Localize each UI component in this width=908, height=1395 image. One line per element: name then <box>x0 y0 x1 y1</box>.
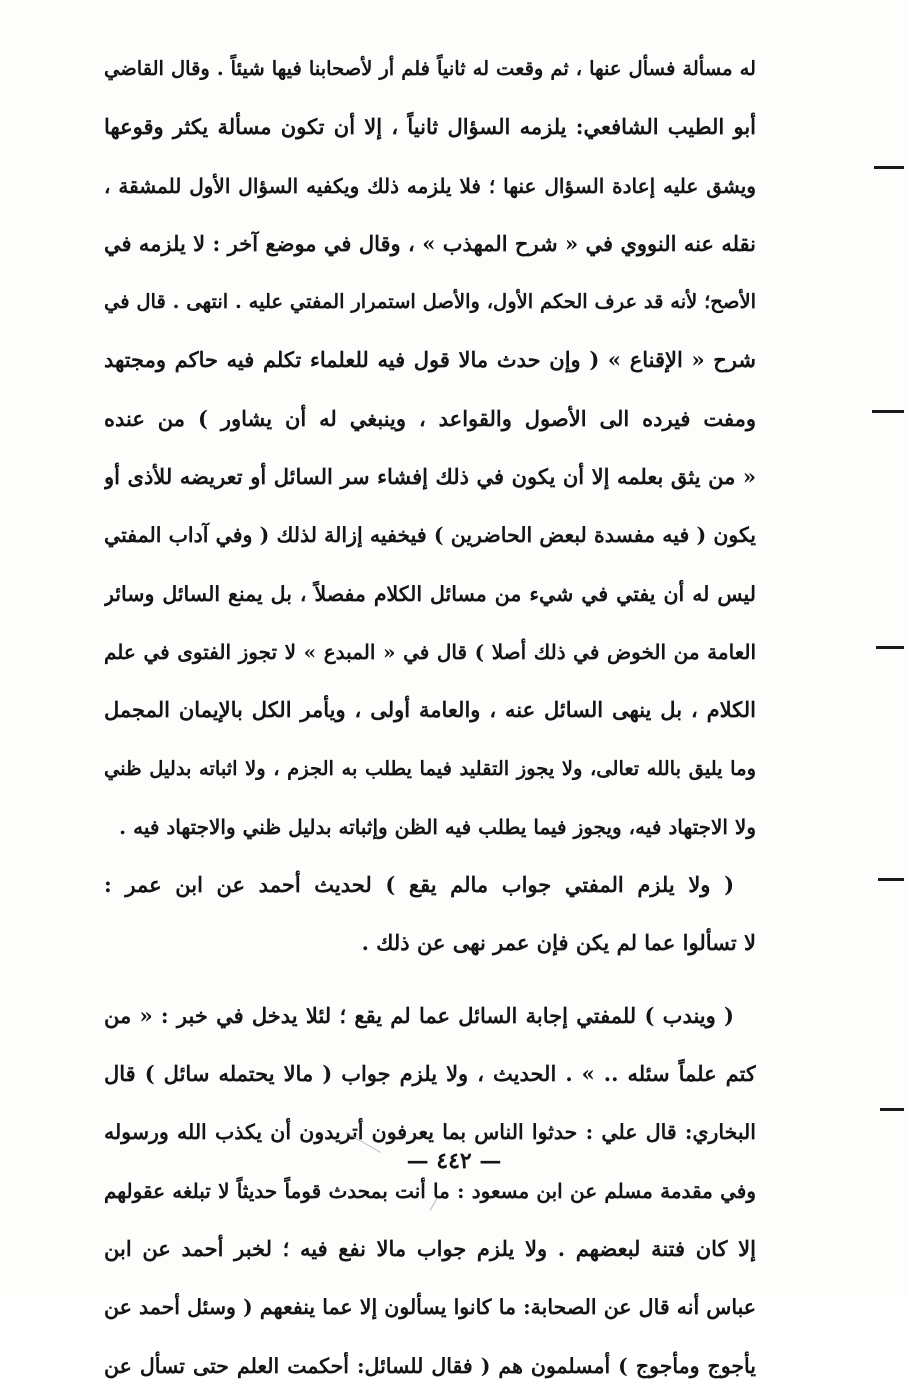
text-line: الكلام ، بل ينهى السائل عنه ، والعامة أولى ، ويأمر الكل بالإيمان المجمل <box>104 697 756 723</box>
text-line: لا تسألوا عما لم يكن فإن عمر نهى عن ذلك . <box>361 930 756 956</box>
text-line: العامة من الخوض في ذلك أصلا ) قال في « المبدع » لا تجوز الفتوى في علم <box>104 639 756 664</box>
text-line: عباس أنه قال عن الصحابة: ما كانوا يسألون إلا عما ينفعهم ( وسئل أحمد عن <box>104 1295 756 1320</box>
text-line: ولا الاجتهاد فيه، ويجوز فيما يطلب فيه الظن وإثباته بدليل ظني والاجتهاد فيه . <box>119 814 756 839</box>
margin-mark <box>872 410 904 413</box>
margin-mark <box>874 166 904 169</box>
text-line: « من يثق بعلمه إلا أن يكون في ذلك إفشاء سر السائل أو تعريضه للأذى أو <box>104 464 756 490</box>
text-line: يأجوج ومأجوج ) أمسلمون هم ( فقال للسائل: أحكمت العلم حتى تسأل عن <box>104 1353 756 1378</box>
text-line: شرح « الإقناع » ( وإن حدث مالا قول فيه للعلماء تكلم فيه حاكم ومجتهد <box>104 347 756 373</box>
text-line: ومفت فيرده الى الأصول والقواعد ، وينبغي له أن يشاور ) من عنده <box>104 405 756 431</box>
paragraph-gap <box>104 973 756 987</box>
text-line: البخاري: قال علي : حدثوا الناس بما يعرفون أتريدون أن يكذب الله ورسوله <box>104 1120 756 1145</box>
text-line: يكون ( فيه مفسدة لبعض الحاضرين ) فيخفيه إزالة لذلك ( وفي آداب المفتي <box>104 523 756 548</box>
text-line: ليس له أن يفتي في شيء من مسائل الكلام مفصلاً ، بل يمنع السائل وسائر <box>104 581 756 606</box>
text-line: وفي مقدمة مسلم عن ابن مسعود : ما أنت بمحدث قوماً حديثاً لا تبلغه عقولهم <box>104 1178 756 1203</box>
text-line: له مسألة فسأل عنها ، ثم وقعت له ثانياً فلم أر لأصحابنا فيها شيئاً . وقال القاضي <box>104 57 756 80</box>
margin-mark <box>880 1108 904 1111</box>
text-line: ( ولا يلزم المفتي جواب مالم يقع ) لحديث أحمد عن ابن عمر : <box>104 872 734 898</box>
text-line: أبو الطيب الشافعي: يلزمه السؤال ثانياً ، إلا أن تكون مسألة يكثر وقوعها <box>104 114 756 140</box>
page-body-text <box>104 40 756 1395</box>
page-number: — ٤٤٢ — <box>406 1148 502 1174</box>
text-line: ويشق عليه إعادة السؤال عنها ؛ فلا يلزمه ذلك ويكفيه السؤال الأول للمشقة ، <box>104 173 756 198</box>
text-line: وما يليق بالله تعالى، ولا يجوز التقليد فيما يطلب به الجزم ، ولا اثباته بدليل ظني <box>104 756 756 780</box>
margin-mark <box>878 878 904 881</box>
text-line: الأصح؛ لأنه قد عرف الحكم الأول، والأصل استمرار المفتي عليه . انتهى . قال في <box>104 290 756 314</box>
margin-mark <box>876 646 904 649</box>
text-line: كتم علماً سئله .. » . الحديث ، ولا يلزم جواب ( مالا يحتمله سائل ) قال <box>104 1061 756 1087</box>
text-line: نقله عنه النووي في « شرح المهذب » ، وقال في موضع آخر : لا يلزمه في <box>104 230 756 256</box>
text-line: ( ويندب ) للمفتي إجابة السائل عما لم يقع ؛ لئلا يدخل في خبر : « من <box>104 1002 734 1028</box>
text-line: إلا كان فتنة لبعضهم . ولا يلزم جواب مالا نفع فيه ؛ لخبر أحمد عن ابن <box>104 1235 756 1261</box>
